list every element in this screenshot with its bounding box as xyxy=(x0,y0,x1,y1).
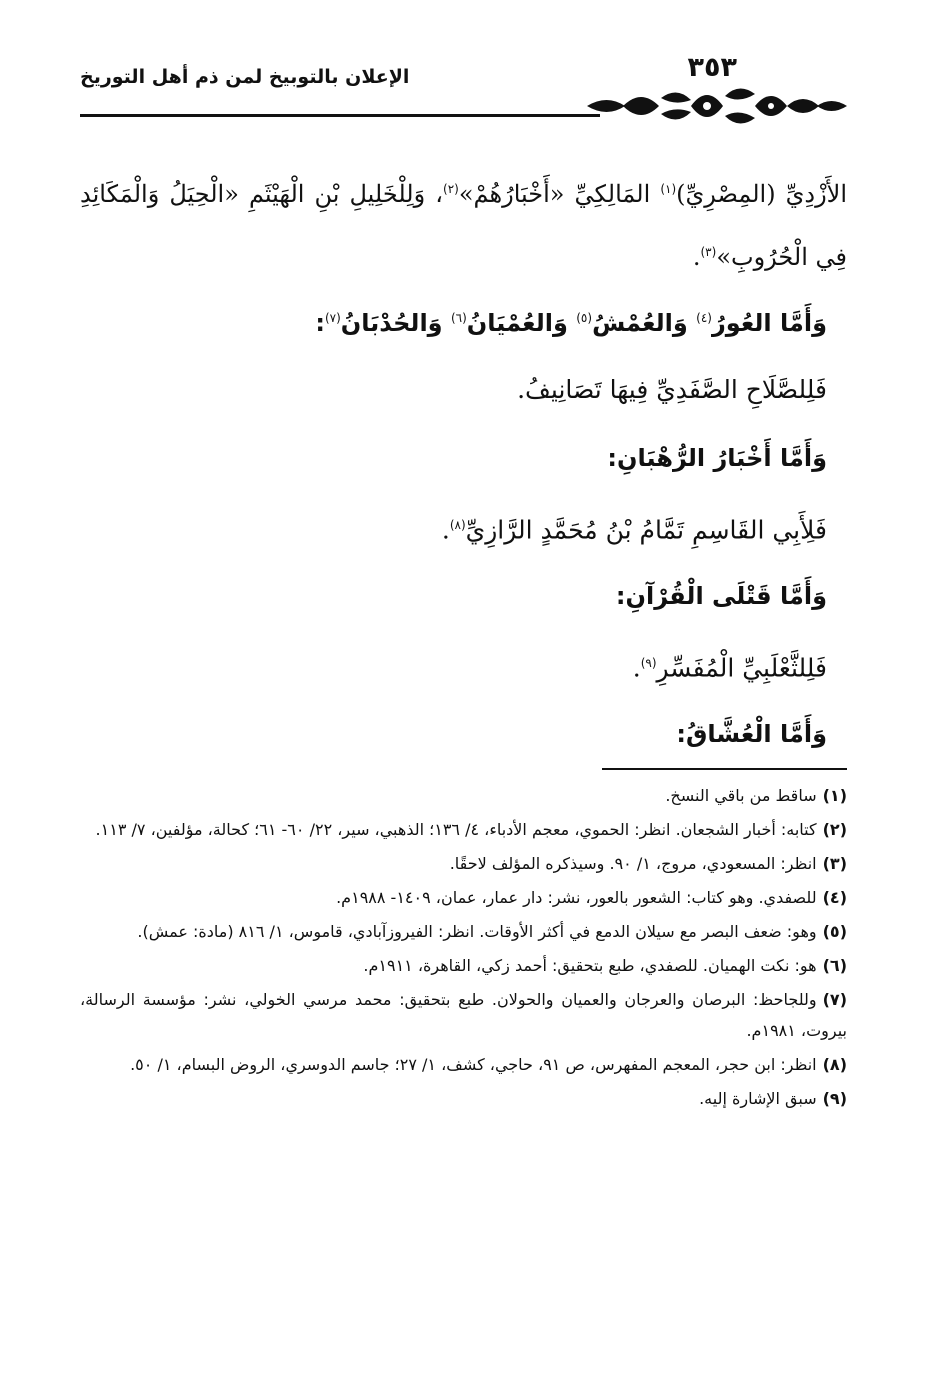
footnote-ref[interactable]: (٥) xyxy=(576,310,593,325)
footnote-number: (٣) xyxy=(822,854,847,873)
footnote-number: (٥) xyxy=(822,922,847,941)
heading-segment: وَالعُمْيَانُ xyxy=(466,308,577,337)
body-line xyxy=(80,493,847,562)
footnote-item xyxy=(80,950,847,981)
footnote-number: (٩) xyxy=(822,1089,847,1108)
section-heading xyxy=(80,700,847,769)
footnote-number: (٦) xyxy=(822,956,847,975)
footnote-ref[interactable]: (١) xyxy=(660,182,677,196)
text-segment: فَلِأَبِي القَاسِمِ تَمَّامُ بْنُ مُحَمَّدٍ الرَّازِيِّ xyxy=(465,515,827,545)
running-title: الإعلان بالتوبيخ لمن ذم أهل التوريخ xyxy=(80,66,410,88)
footnote-item xyxy=(80,1049,847,1080)
footnote-text: وللجاحظ: البرصان والعرجان والعميان والحولان. طبع بتحقيق: محمد مرسي الخولي، نشر: مؤسسة الرسالة، بيروت، ١٩٨١م. xyxy=(80,990,847,1040)
footnotes xyxy=(80,780,847,1117)
footnote-ref[interactable]: (٣) xyxy=(700,245,717,259)
heading-segment: وَأَمَّا أَخْبَارُ الرُّهْبَانِ: xyxy=(607,444,827,472)
section-heading xyxy=(80,424,847,493)
heading-segment: وَأَمَّا العُورُ xyxy=(711,308,827,337)
text-segment: . xyxy=(441,515,450,545)
text-segment: ، وَلِلْخَلِيلِ بْنِ الْهَيْثَمِ «الْحِيَلُ وَالْمَكَائِدِ فِي الْحُرُوبِ» xyxy=(80,180,847,271)
footnote-item xyxy=(80,1083,847,1114)
footnote-item xyxy=(80,882,847,913)
footnote-text: وهو: ضعف البصر مع سيلان الدمع في أكثر الأوقات. انظر: الفيروزآبادي، قاموس، ١/ ٨١٦ (مادة: عمش). xyxy=(137,922,817,941)
text-segment: فَلِلثَّعْلَبِيِّ الْمُفَسِّرِ xyxy=(656,653,827,683)
footnote-item xyxy=(80,814,847,845)
footnote-number: (٧) xyxy=(822,990,847,1009)
footnote-item xyxy=(80,916,847,947)
footnote-text: ساقط من باقي النسخ. xyxy=(665,786,817,805)
floral-ornament-icon xyxy=(587,84,847,132)
body-line xyxy=(80,355,847,424)
section-heading xyxy=(80,286,847,355)
section-heading xyxy=(80,562,847,631)
footnote-item xyxy=(80,848,847,879)
header-rule xyxy=(80,114,600,117)
text-segment: المَالِكِيِّ «أَخْبَارُهُمْ» xyxy=(458,180,661,208)
main-text xyxy=(80,160,847,769)
footnote-ref[interactable]: (٩) xyxy=(640,655,657,670)
text-segment: فَلِلصَّلَاحِ الصَّفَدِيِّ فِيهَا تَصَانِيفُ. xyxy=(517,375,827,404)
heading-segment: وَالحُدْبَانُ xyxy=(340,308,451,337)
footnote-item xyxy=(80,780,847,811)
footnote-text: انظر: ابن حجر، المعجم المفهرس، ص ٩١، حاجي، كشف، ١/ ٢٧؛ جاسم الدوسري، الروض البسام، ١/ ٥٠. xyxy=(130,1055,817,1074)
page-number: ٣٥٣ xyxy=(687,52,737,83)
heading-segment: وَالعُمْشُ xyxy=(592,308,697,337)
footnote-text: انظر: المسعودي، مروج، ١/ ٩٠. وسيذكره المؤلف لاحقًا. xyxy=(449,854,817,873)
text-segment: . xyxy=(632,653,641,683)
heading-segment: وَأَمَّا قَتْلَى الْقُرْآنِ: xyxy=(615,582,827,610)
page-header xyxy=(80,50,847,130)
footnote-ref[interactable]: (٢) xyxy=(443,182,459,196)
heading-segment: وَأَمَّا الْعُشَّاقُ: xyxy=(676,720,827,748)
footnote-ref[interactable]: (٤) xyxy=(696,310,712,325)
footnote-divider xyxy=(602,768,847,770)
heading-segment: : xyxy=(315,308,325,337)
footnote-number: (١) xyxy=(822,786,847,805)
footnote-ref[interactable]: (٧) xyxy=(324,310,341,325)
text-segment: الأَزْدِيِّ (المِصْرِيِّ) xyxy=(676,180,848,208)
footnote-text: هو: نكت الهميان. للصفدي، طبع بتحقيق: أحمد زكي، القاهرة، ١٩١١م. xyxy=(363,956,817,975)
footnote-item xyxy=(80,984,847,1046)
paragraph-continuation xyxy=(80,160,847,286)
footnote-text: للصفدي. وهو كتاب: الشعور بالعور، نشر: دار عمار، عمان، ١٤٠٩- ١٩٨٨م. xyxy=(336,888,817,907)
footnote-number: (٨) xyxy=(822,1055,847,1074)
footnote-text: سبق الإشارة إليه. xyxy=(699,1089,817,1108)
text-segment: . xyxy=(692,243,701,271)
footnote-text: كتابه: أخبار الشجعان. انظر: الحموي، معجم الأدباء، ٤/ ١٣٦؛ الذهبي، سير، ٢٢/ ٦٠- ٦١؛ كحالة، مؤلفين، ٧/ ١١٣. xyxy=(95,820,817,839)
footnote-number: (٤) xyxy=(822,888,847,907)
footnote-ref[interactable]: (٨) xyxy=(449,517,466,532)
footnote-ref[interactable]: (٦) xyxy=(450,310,467,325)
body-line xyxy=(80,631,847,700)
footnote-number: (٢) xyxy=(822,820,847,839)
